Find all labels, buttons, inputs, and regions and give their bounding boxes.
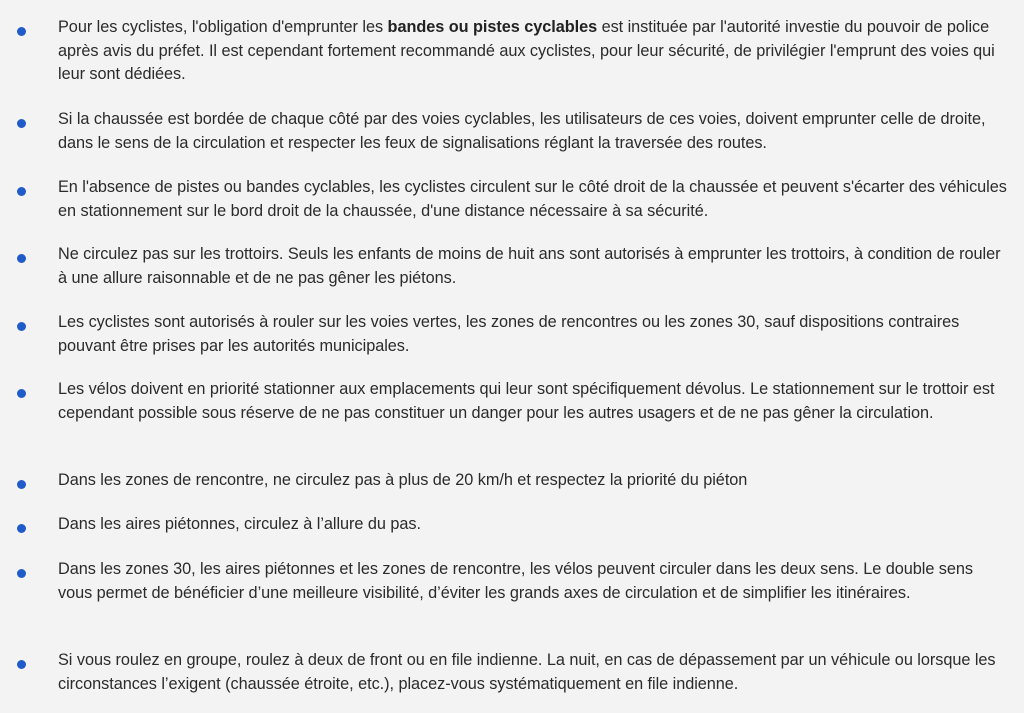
rule-text: Dans les zones de rencontre, ne circulez pas à plus de 20 km/h et respectez la priorité du piéton	[58, 471, 748, 489]
bullet-icon	[17, 524, 26, 533]
rule-text: Les vélos doivent en priorité stationner aux emplacements qui leur sont spécifiquement dévolus. Le stationnement sur le trottoir est cependant possible sous réserve de ne pas constituer un danger pour les autres usagers et de ne pas gêner la circulation.	[58, 380, 995, 422]
bullet-icon	[17, 187, 26, 196]
bullet-icon	[17, 480, 26, 489]
bullet-icon	[17, 254, 26, 263]
rule-text: Les cyclistes sont autorisés à rouler sur les voies vertes, les zones de rencontres ou les zones 30, sauf dispositions contraires pouvant être prises par les autorités municipales.	[58, 313, 960, 355]
rule-text: Dans les aires piétonnes, circulez à l’allure du pas.	[58, 515, 421, 533]
bullet-icon	[17, 27, 26, 36]
rule-text: En l'absence de pistes ou bandes cyclables, les cyclistes circulent sur le côté droit de la chaussée et peuvent s'écarter des véhicules en stationnement sur le bord droit de la chaussée, d'une distance nécessaire à sa sécurité.	[58, 178, 1007, 220]
bullet-icon	[17, 119, 26, 128]
rule-text-part: est instituée par l'autorité investie du pouvoir de police après avis du préfet. Il est cependant fortement recommandé aux cyclistes, pour leur sécurité, de privilégier l'emprunt des voies qui leur sont dédiées.	[58, 18, 995, 83]
rule-text: Dans les zones 30, les aires piétonnes et les zones de rencontre, les vélos peuvent circuler dans les deux sens. Le double sens vous permet de bénéficier d’une meilleure visibilité, d’éviter les grands axes de circulation et de simplifier les itinéraires.	[58, 560, 973, 602]
rule-text: Si vous roulez en groupe, roulez à deux de front ou en file indienne. La nuit, en cas de dépassement par un véhicule ou lorsque les circonstances l’exigent (chaussée étroite, etc.), placez-vous systématiquement en file indienne.	[58, 651, 996, 693]
rule-text	[58, 16, 1008, 87]
rule-bold-text: bandes ou pistes cyclables	[387, 18, 598, 36]
bullet-icon	[17, 569, 26, 578]
bullet-icon	[17, 389, 26, 398]
rule-text: Si la chaussée est bordée de chaque côté par des voies cyclables, les utilisateurs de ces voies, doivent emprunter celle de droite, dans le sens de la circulation et respecter les feux de signalisations réglant la traversée des routes.	[58, 110, 986, 152]
bullet-icon	[17, 322, 26, 331]
bullet-icon	[17, 660, 26, 669]
rule-text: Ne circulez pas sur les trottoirs. Seuls les enfants de moins de huit ans sont autorisés à emprunter les trottoirs, à condition de rouler à une allure raisonnable et de ne pas gêner les piétons.	[58, 245, 1001, 287]
rule-text-part: Pour les cyclistes, l'obligation d'emprunter les	[58, 18, 388, 36]
